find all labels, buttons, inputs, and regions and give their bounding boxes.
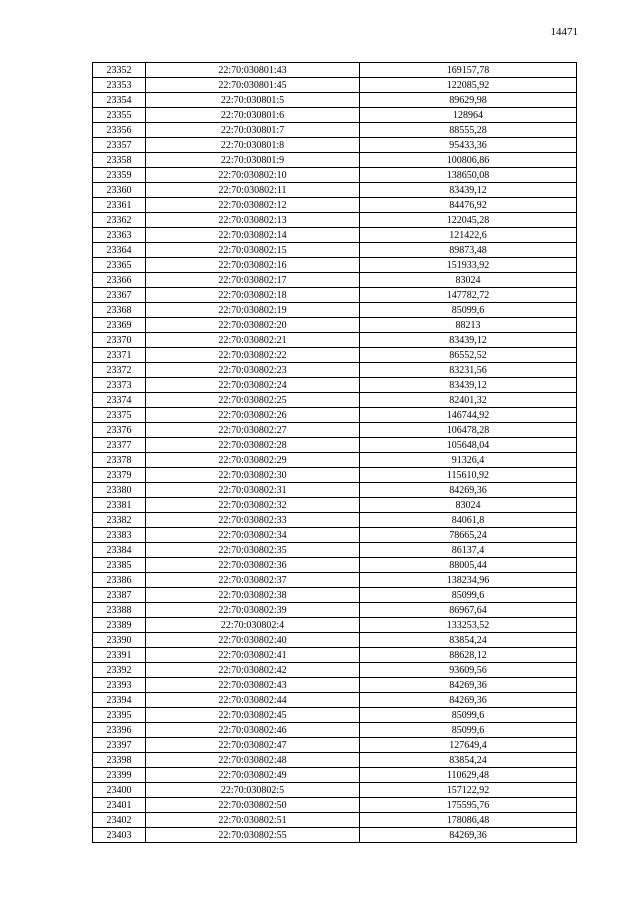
cadastral-value-cell: 115610,92: [360, 468, 577, 483]
row-number-cell: 23384: [93, 543, 146, 558]
cadastral-value-cell: 85099,6: [360, 723, 577, 738]
table-row: [93, 318, 577, 333]
row-number-cell: 23357: [93, 138, 146, 153]
cadastral-number-cell: 22:70:030802:32: [146, 498, 360, 513]
cadastral-number-cell: 22:70:030801:5: [146, 93, 360, 108]
row-number-cell: 23400: [93, 783, 146, 798]
cadastral-value-cell: 84061,8: [360, 513, 577, 528]
table-row: [93, 513, 577, 528]
cadastral-value-cell: 84269,36: [360, 828, 577, 843]
table-row: [93, 723, 577, 738]
cadastral-number-cell: 22:70:030802:25: [146, 393, 360, 408]
row-number-cell: 23356: [93, 123, 146, 138]
table-row: [93, 63, 577, 78]
table-row: [93, 588, 577, 603]
cadastral-number-cell: 22:70:030801:43: [146, 63, 360, 78]
cadastral-number-cell: 22:70:030802:40: [146, 633, 360, 648]
cadastral-value-cell: 84476,92: [360, 198, 577, 213]
row-number-cell: 23395: [93, 708, 146, 723]
cadastral-value-cell: 85099,6: [360, 708, 577, 723]
cadastral-number-cell: 22:70:030802:51: [146, 813, 360, 828]
table-row: [93, 363, 577, 378]
row-number-cell: 23365: [93, 258, 146, 273]
cadastral-value-cell: 85099,6: [360, 588, 577, 603]
cadastral-value-cell: 91326,4: [360, 453, 577, 468]
cadastral-number-cell: 22:70:030802:47: [146, 738, 360, 753]
table-row: [93, 678, 577, 693]
cadastral-number-cell: 22:70:030802:48: [146, 753, 360, 768]
cadastral-value-cell: 178086,48: [360, 813, 577, 828]
cadastral-number-cell: 22:70:030802:13: [146, 213, 360, 228]
row-number-cell: 23390: [93, 633, 146, 648]
cadastral-value-cell: 89629,98: [360, 93, 577, 108]
row-number-cell: 23399: [93, 768, 146, 783]
table-row: [93, 813, 577, 828]
cadastral-value-cell: 85099,6: [360, 303, 577, 318]
cadastral-value-cell: 147782,72: [360, 288, 577, 303]
cadastral-value-cell: 128964: [360, 108, 577, 123]
cadastral-value-cell: 83439,12: [360, 378, 577, 393]
cadastral-number-cell: 22:70:030802:39: [146, 603, 360, 618]
table-row: [93, 78, 577, 93]
cadastral-number-cell: 22:70:030802:49: [146, 768, 360, 783]
cadastral-number-cell: 22:70:030801:7: [146, 123, 360, 138]
table-row: [93, 453, 577, 468]
row-number-cell: 23397: [93, 738, 146, 753]
table-row: [93, 183, 577, 198]
cadastral-number-cell: 22:70:030802:45: [146, 708, 360, 723]
cadastral-value-cell: 84269,36: [360, 483, 577, 498]
cadastral-value-cell: 133253,52: [360, 618, 577, 633]
table-row: [93, 798, 577, 813]
cadastral-value-cell: 83854,24: [360, 753, 577, 768]
table-row: [93, 333, 577, 348]
row-number-cell: 23355: [93, 108, 146, 123]
row-number-cell: 23375: [93, 408, 146, 423]
row-number-cell: 23369: [93, 318, 146, 333]
row-number-cell: 23402: [93, 813, 146, 828]
row-number-cell: 23393: [93, 678, 146, 693]
row-number-cell: 23386: [93, 573, 146, 588]
table-row: [93, 93, 577, 108]
cadastral-number-cell: 22:70:030802:46: [146, 723, 360, 738]
cadastral-number-cell: 22:70:030802:30: [146, 468, 360, 483]
table-row: [93, 708, 577, 723]
row-number-cell: 23403: [93, 828, 146, 843]
cadastral-number-cell: 22:70:030802:28: [146, 438, 360, 453]
cadastral-number-cell: 22:70:030802:27: [146, 423, 360, 438]
table-row: [93, 693, 577, 708]
cadastral-value-cell: 93609,56: [360, 663, 577, 678]
cadastral-value-cell: 169157,78: [360, 63, 577, 78]
row-number-cell: 23380: [93, 483, 146, 498]
cadastral-value-cell: 105648,04: [360, 438, 577, 453]
table-row: [93, 138, 577, 153]
cadastral-value-cell: 106478,28: [360, 423, 577, 438]
cadastral-value-cell: 88555,28: [360, 123, 577, 138]
cadastral-value-cell: 95433,36: [360, 138, 577, 153]
row-number-cell: 23401: [93, 798, 146, 813]
row-number-cell: 23368: [93, 303, 146, 318]
cadastral-number-cell: 22:70:030802:26: [146, 408, 360, 423]
cadastral-value-cell: 122045,28: [360, 213, 577, 228]
row-number-cell: 23378: [93, 453, 146, 468]
cadastral-number-cell: 22:70:030802:36: [146, 558, 360, 573]
cadastral-value-cell: 146744,92: [360, 408, 577, 423]
cadastral-number-cell: 22:70:030802:55: [146, 828, 360, 843]
table-row: [93, 543, 577, 558]
row-number-cell: 23387: [93, 588, 146, 603]
table-row: [93, 198, 577, 213]
table-row: [93, 273, 577, 288]
cadastral-value-cell: 82401,32: [360, 393, 577, 408]
table-row: [93, 303, 577, 318]
cadastral-number-cell: 22:70:030802:37: [146, 573, 360, 588]
row-number-cell: 23374: [93, 393, 146, 408]
cadastral-value-cell: 157122,92: [360, 783, 577, 798]
row-number-cell: 23352: [93, 63, 146, 78]
row-number-cell: 23389: [93, 618, 146, 633]
cadastral-number-cell: 22:70:030802:19: [146, 303, 360, 318]
page-number: 14471: [550, 26, 578, 38]
table-row: [93, 423, 577, 438]
cadastral-value-cell: 89873,48: [360, 243, 577, 258]
table-row: [93, 738, 577, 753]
cadastral-number-cell: 22:70:030802:12: [146, 198, 360, 213]
row-number-cell: 23398: [93, 753, 146, 768]
cadastral-number-cell: 22:70:030802:22: [146, 348, 360, 363]
cadastral-number-cell: 22:70:030802:11: [146, 183, 360, 198]
table-row: [93, 123, 577, 138]
cadastral-value-cell: 86137,4: [360, 543, 577, 558]
table-row: [93, 603, 577, 618]
cadastral-value-cell: 83439,12: [360, 183, 577, 198]
cadastral-value-cell: 83024: [360, 498, 577, 513]
table-row: [93, 228, 577, 243]
table-row: [93, 663, 577, 678]
row-number-cell: 23366: [93, 273, 146, 288]
cadastral-value-cell: 88213: [360, 318, 577, 333]
row-number-cell: 23382: [93, 513, 146, 528]
table-row: [93, 828, 577, 843]
cadastral-number-cell: 22:70:030802:31: [146, 483, 360, 498]
table-row: [93, 468, 577, 483]
row-number-cell: 23371: [93, 348, 146, 363]
cadastral-number-cell: 22:70:030802:35: [146, 543, 360, 558]
table-row: [93, 528, 577, 543]
cadastral-value-cell: 138234,96: [360, 573, 577, 588]
cadastral-value-cell: 84269,36: [360, 693, 577, 708]
cadastral-value-cell: 84269,36: [360, 678, 577, 693]
cadastral-number-cell: 22:70:030802:14: [146, 228, 360, 243]
cadastral-value-cell: 127649,4: [360, 738, 577, 753]
cadastral-value-cell: 151933,92: [360, 258, 577, 273]
table-row: [93, 168, 577, 183]
row-number-cell: 23364: [93, 243, 146, 258]
cadastral-value-cell: 86552,52: [360, 348, 577, 363]
row-number-cell: 23360: [93, 183, 146, 198]
row-number-cell: 23358: [93, 153, 146, 168]
cadastral-value-cell: 86967,64: [360, 603, 577, 618]
cadastral-value-cell: 121422,6: [360, 228, 577, 243]
cadastral-value-cell: 83854,24: [360, 633, 577, 648]
row-number-cell: 23385: [93, 558, 146, 573]
cadastral-number-cell: 22:70:030802:24: [146, 378, 360, 393]
row-number-cell: 23367: [93, 288, 146, 303]
cadastral-number-cell: 22:70:030801:8: [146, 138, 360, 153]
cadastral-value-table: [92, 62, 577, 843]
cadastral-value-cell: 175595,76: [360, 798, 577, 813]
cadastral-number-cell: 22:70:030802:33: [146, 513, 360, 528]
table-row: [93, 558, 577, 573]
cadastral-number-cell: 22:70:030802:18: [146, 288, 360, 303]
cadastral-number-cell: 22:70:030802:17: [146, 273, 360, 288]
table-row: [93, 108, 577, 123]
cadastral-number-cell: 22:70:030802:10: [146, 168, 360, 183]
table-row: [93, 288, 577, 303]
row-number-cell: 23354: [93, 93, 146, 108]
cadastral-number-cell: 22:70:030802:41: [146, 648, 360, 663]
table-row: [93, 438, 577, 453]
cadastral-number-cell: 22:70:030802:20: [146, 318, 360, 333]
table-row: [93, 393, 577, 408]
row-number-cell: 23381: [93, 498, 146, 513]
table-row: [93, 648, 577, 663]
table-row: [93, 753, 577, 768]
table-row: [93, 573, 577, 588]
table-row: [93, 768, 577, 783]
table-row: [93, 213, 577, 228]
table-row: [93, 243, 577, 258]
cadastral-number-cell: 22:70:030802:34: [146, 528, 360, 543]
row-number-cell: 23373: [93, 378, 146, 393]
cadastral-number-cell: 22:70:030802:42: [146, 663, 360, 678]
cadastral-number-cell: 22:70:030802:38: [146, 588, 360, 603]
cadastral-number-cell: 22:70:030801:45: [146, 78, 360, 93]
table-body: [93, 63, 577, 843]
cadastral-number-cell: 22:70:030802:15: [146, 243, 360, 258]
row-number-cell: 23383: [93, 528, 146, 543]
cadastral-value-cell: 83024: [360, 273, 577, 288]
cadastral-value-cell: 138650,08: [360, 168, 577, 183]
table-row: [93, 618, 577, 633]
table-row: [93, 408, 577, 423]
cadastral-number-cell: 22:70:030801:9: [146, 153, 360, 168]
table-row: [93, 258, 577, 273]
row-number-cell: 23353: [93, 78, 146, 93]
table-row: [93, 498, 577, 513]
row-number-cell: 23362: [93, 213, 146, 228]
row-number-cell: 23361: [93, 198, 146, 213]
cadastral-number-cell: 22:70:030802:29: [146, 453, 360, 468]
cadastral-number-cell: 22:70:030802:4: [146, 618, 360, 633]
table-row: [93, 153, 577, 168]
cadastral-number-cell: 22:70:030802:21: [146, 333, 360, 348]
cadastral-number-cell: 22:70:030802:16: [146, 258, 360, 273]
table-row: [93, 348, 577, 363]
cadastral-number-cell: 22:70:030801:6: [146, 108, 360, 123]
cadastral-value-cell: 88005,44: [360, 558, 577, 573]
cadastral-value-cell: 122085,92: [360, 78, 577, 93]
table-row: [93, 633, 577, 648]
row-number-cell: 23392: [93, 663, 146, 678]
row-number-cell: 23391: [93, 648, 146, 663]
cadastral-value-cell: 78665,24: [360, 528, 577, 543]
row-number-cell: 23363: [93, 228, 146, 243]
cadastral-number-cell: 22:70:030802:50: [146, 798, 360, 813]
row-number-cell: 23359: [93, 168, 146, 183]
row-number-cell: 23379: [93, 468, 146, 483]
cadastral-value-cell: 100806,86: [360, 153, 577, 168]
cadastral-value-cell: 110629,48: [360, 768, 577, 783]
cadastral-value-cell: 88628,12: [360, 648, 577, 663]
table-row: [93, 378, 577, 393]
row-number-cell: 23370: [93, 333, 146, 348]
table-row: [93, 483, 577, 498]
cadastral-number-cell: 22:70:030802:23: [146, 363, 360, 378]
row-number-cell: 23396: [93, 723, 146, 738]
table-row: [93, 783, 577, 798]
row-number-cell: 23388: [93, 603, 146, 618]
cadastral-value-cell: 83439,12: [360, 333, 577, 348]
cadastral-value-cell: 83231,56: [360, 363, 577, 378]
row-number-cell: 23377: [93, 438, 146, 453]
cadastral-number-cell: 22:70:030802:43: [146, 678, 360, 693]
cadastral-number-cell: 22:70:030802:44: [146, 693, 360, 708]
row-number-cell: 23394: [93, 693, 146, 708]
row-number-cell: 23376: [93, 423, 146, 438]
cadastral-number-cell: 22:70:030802:5: [146, 783, 360, 798]
row-number-cell: 23372: [93, 363, 146, 378]
